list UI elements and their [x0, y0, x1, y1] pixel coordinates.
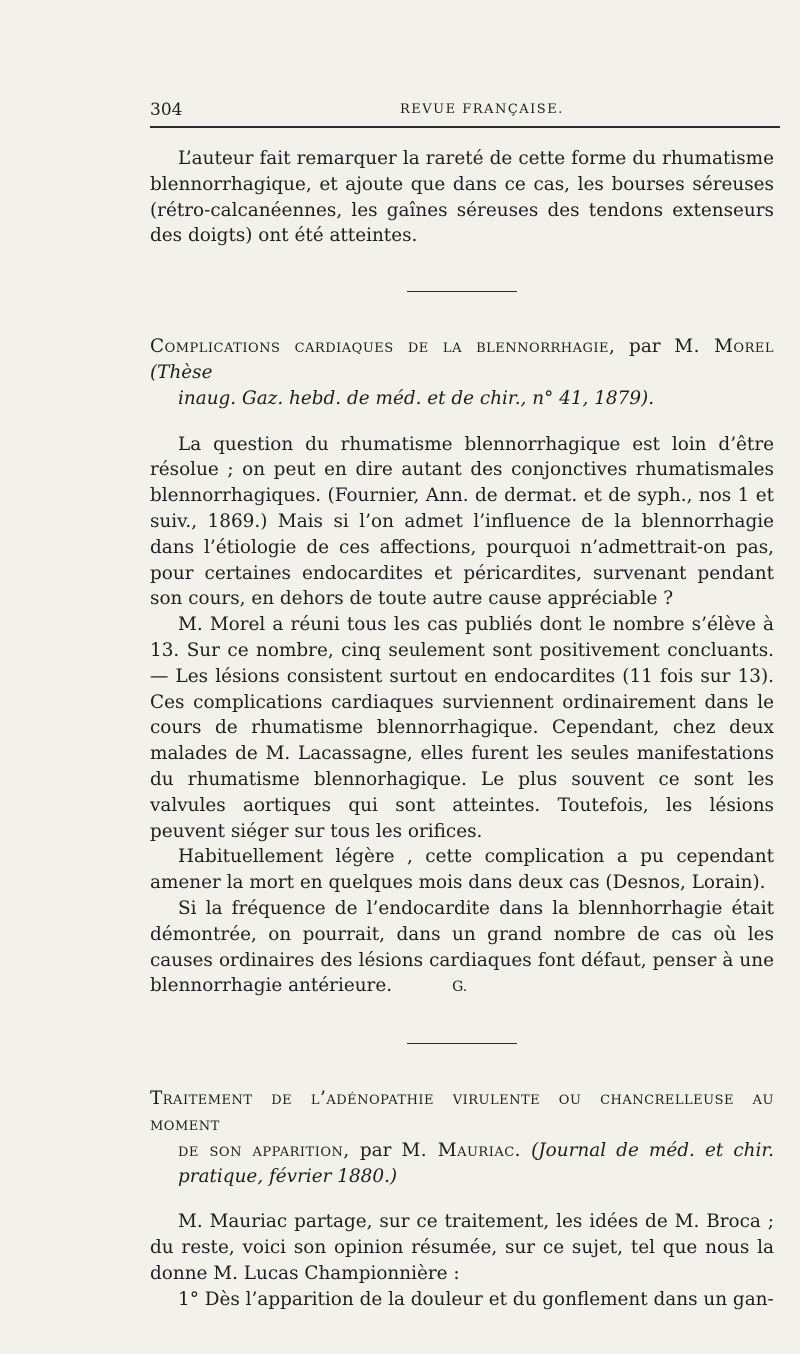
article-author: M. Morel	[674, 336, 774, 358]
article-title: Traitement de l’adénopathie virulente ou chancrelleuse au moment	[150, 1088, 774, 1135]
running-title: REVUE FRANÇAISE.	[400, 102, 564, 117]
article-heading-mauriac	[150, 1086, 774, 1189]
article-title-cont	[150, 1138, 774, 1190]
article-heading-morel	[150, 334, 774, 411]
article-ref: (Journal de méd. et chir. pratique, février 1880.)	[178, 1139, 774, 1187]
article-author: M. Mauriac.	[401, 1139, 522, 1161]
paragraph-mauriac: M. Mauriac partage, sur ce traitement, les idées de M. Broca ; du reste, voici son opinion résumée, sur ce sujet, tel que nous la donne M. Lucas Championnière :	[150, 1211, 774, 1284]
page-header	[150, 100, 780, 124]
paragraph-question: La question du rhumatisme blennorrhagique est loin d’être résolue ; on peut en dire autant des conjonctives rhumatismales blennorrhagiques. (Fournier, Ann. de dermat. et de syph., nos 1 et suiv., 1869.) Mais si l’on admet l’influence de la blennorrhagie dans l’étiologie de ces affections, pourquoi n’admettrait-on pas, pour certaines endocardites et péricardites, survenant pendant son cours, en dehors de toute autre cause appréciable ?	[150, 433, 774, 610]
spacer	[150, 1189, 774, 1209]
section-separator	[407, 291, 517, 292]
article-title: Complications cardiaques de la blennorrhagie,	[150, 336, 616, 358]
article-ref-b: inaug. Gaz. hebd. de méd. et de chir., n° 41, 1879).	[178, 387, 655, 409]
paragraph-cases: M. Morel a réuni tous les cas publiés dont le nombre s’élève à 13. Sur ce nombre, cinq seulement sont positivement concluants. — Les lésions consistent surtout en endocardites (11 fois sur 13). Ces complications cardiaques surviennent ordinairement dans le cours de rhumatisme blennorrhagique. Cependant, chez deux malades de M. Lacassagne, elles furent les seules manifestations du rhumatisme blennorhagique. Le plus souvent ce sont les valvules aortiques qui sont atteintes. Toutefois, les lésions peuvent siéger sur tous les orifices.	[150, 614, 774, 842]
article-by: par	[615, 336, 675, 358]
article-ref-line	[150, 386, 774, 412]
paragraph-intro: L’auteur fait remarquer la rareté de cette forme du rhumatisme blennorrhagique, et ajoute que dans ce cas, les bourses séreuses (rétro-calcanéennes, les gaînes séreuses des tendons extenseurs des doigts) ont été atteintes.	[150, 148, 774, 247]
article-by: par	[349, 1139, 402, 1161]
body-text	[150, 146, 774, 1312]
article-title-b: de son apparition,	[178, 1139, 350, 1161]
paragraph-conclusion-text: Si la fréquence de l’endocardite dans la blennhorrhagie était démontrée, on pourrait, dans un grand nombre de cas où les causes ordinaires des lésions cardiaques font défaut, penser à une blennorrhagie antérieure.	[150, 897, 774, 997]
signature: G.	[452, 979, 468, 996]
article-ref-a: (Thèse	[150, 361, 213, 383]
section-separator	[407, 1043, 517, 1044]
spacer	[150, 412, 774, 432]
paragraph-conclusion	[150, 896, 774, 1001]
paragraph-point-one: 1° Dès l’apparition de la douleur et du gonflement dans un gan-	[178, 1288, 774, 1310]
page-number: 304	[150, 100, 183, 120]
paragraph-outcome: Habituellement légère , cette complication a pu cependant amener la mort en quelques mois dans deux cas (Desnos, Lorain).	[150, 846, 774, 894]
header-rule	[150, 126, 780, 128]
